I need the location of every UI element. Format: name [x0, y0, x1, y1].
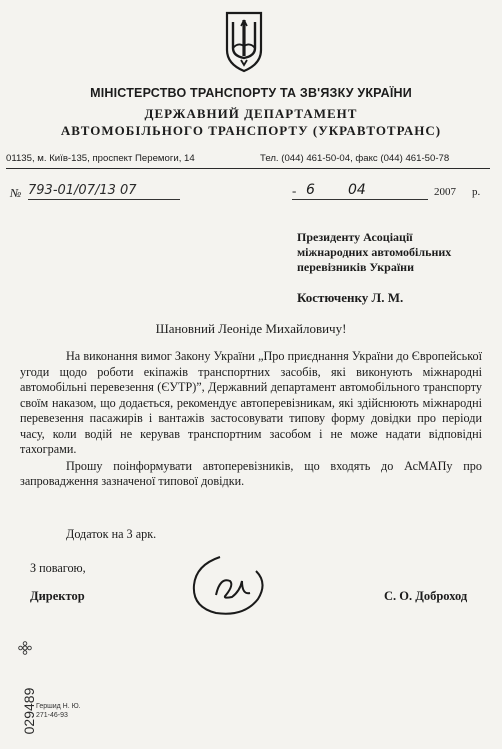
date-suffix: р. [472, 186, 481, 198]
attachment-note: Додаток на 3 арк. [66, 527, 157, 541]
date-day: 6 [306, 182, 315, 198]
recipient-line: перевізників України [297, 260, 415, 274]
trident-coat-of-arms-icon [224, 10, 264, 74]
signatory-name: С. О. Доброход [384, 589, 468, 603]
recipient-name: Костюченку Л. М. [297, 290, 404, 305]
ministry-name: МІНІСТЕРСТВО ТРАНСПОРТУ ТА ЗВ'ЯЗКУ УКРАЇНИ [90, 86, 412, 100]
date-month: 04 [348, 182, 366, 198]
department-name-line1: ДЕРЖАВНИЙ ДЕПАРТАМЕНТ [144, 106, 358, 121]
body-paragraph: На виконання вимог Закону України „Про приєднання України до Європейської угоди щодо роботи екіпажів транспортних засобів, які виконують міжнародні автомобільні перевезення (ЄУТР)”, Державний департамент автомобільного транспорту своїм наказом, що додається, рекомендує автоперевізникам, які здійснюють міжнародні перевезення пасажирів і вантажів застосовувати типову форму довідки про періоди часу, коли водій не керував транспортним засобом і не може надати відповідні тахограми. [20, 349, 482, 456]
recipient-line: міжнародних автомобільних [297, 245, 452, 259]
date-year: 2007 [434, 186, 456, 198]
executor-phone: 271-46-93 [36, 712, 68, 719]
outgoing-number: 793-01/07/13 07 [28, 183, 137, 198]
number-underline [28, 199, 180, 200]
letterhead-divider [6, 168, 490, 169]
date-underline [292, 199, 428, 200]
address: 01135, м. Київ-135, проспект Перемоги, 14 [6, 153, 195, 164]
salutation: Шановний Леоніде Михайловичу! [155, 321, 347, 336]
number-label: № [10, 186, 22, 200]
body-paragraph: Прошу поінформувати автоперевізників, що входять до АсМАПу про запровадження зазначеної типової довідки. [20, 458, 482, 488]
signatory-title: Директор [30, 589, 85, 603]
letter-body [20, 349, 482, 490]
closing: З повагою, [30, 561, 86, 575]
executor-info [36, 702, 81, 720]
date-dash: - [292, 183, 297, 198]
recipient-line: Президенту Асоціації [297, 230, 413, 244]
executor-name: Гершид Н. Ю. [36, 703, 81, 710]
department-name-line2: АВТОМОБІЛЬНОГО ТРАНСПОРТУ (УКРАВТОТРАНС) [60, 123, 442, 138]
serial-number-text: 029489 [21, 687, 37, 735]
handwritten-signature [186, 551, 274, 621]
flower-stamp-icon [18, 641, 32, 655]
phone-fax: Тел. (044) 461-50-04, факс (044) 461-50-78 [260, 153, 450, 164]
